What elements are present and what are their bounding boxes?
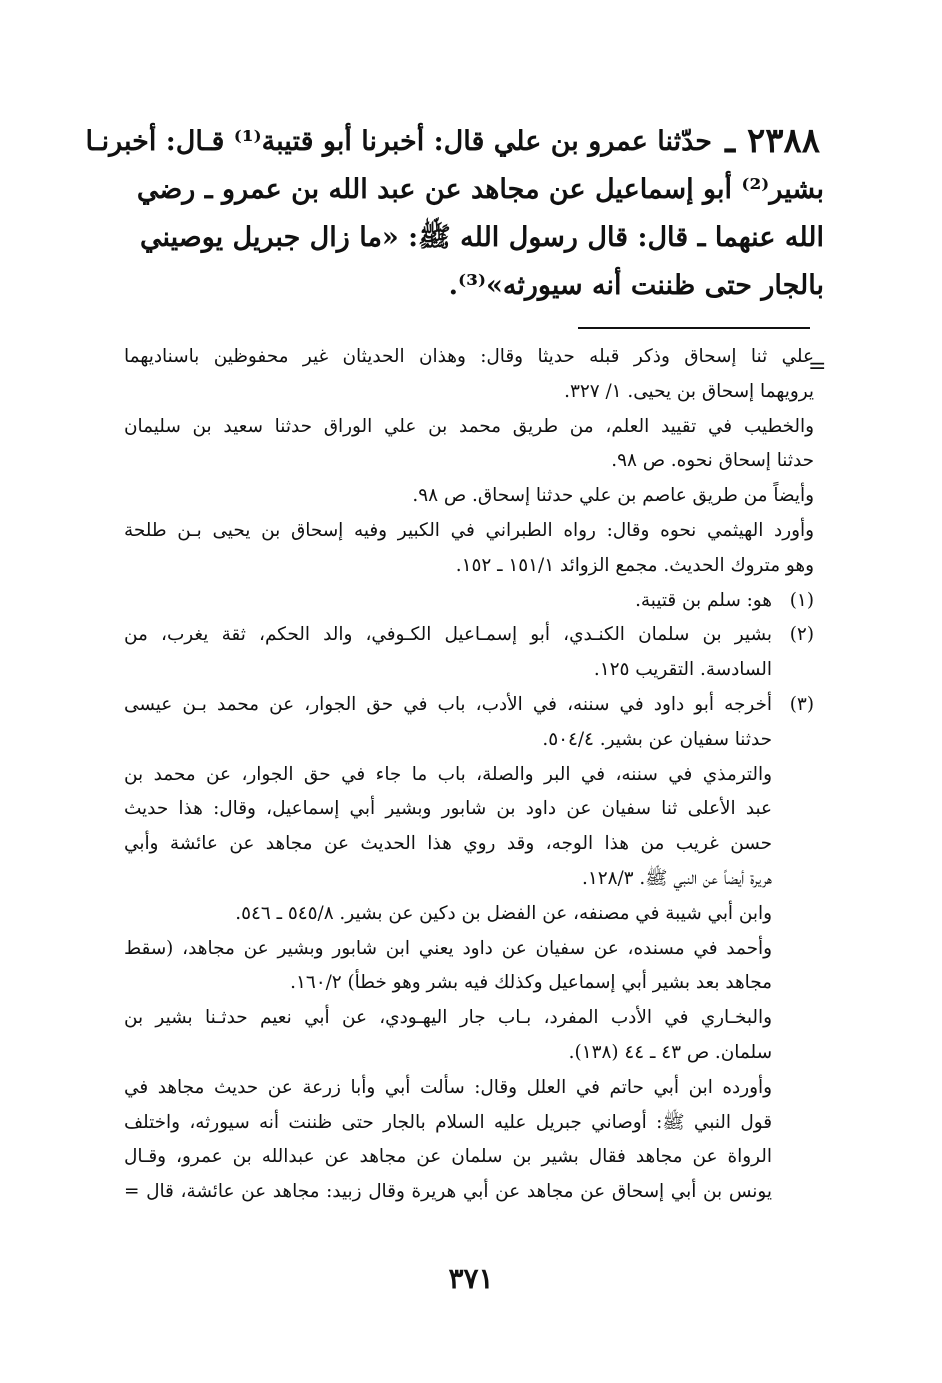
footnote-line — [124, 584, 814, 619]
footnote-line — [124, 1001, 814, 1036]
footnote-text: مجاهد بعد بشير أبي إسماعيل وكذلك فيه بشر وهو خطأ) ١٦٠/٢. — [290, 972, 772, 994]
footnote-number: (٢) — [789, 624, 814, 646]
footnote-text: السادسة. التقريب ١٢٥. — [593, 659, 772, 681]
footnote-line — [124, 862, 814, 897]
hadith-line-text: حدّثنا عمرو بن علي قال: أخبرنا أبو قتيبة⁽¹⁾ قـال: أخبرنـا — [85, 126, 712, 157]
footnote-line — [124, 932, 814, 967]
footnote-text: يرويهما إسحاق بن يحيى. ١/ ٣٢٧. — [564, 380, 814, 402]
footnote-text: هريرة أيضاً عن النبي ﷺ. ١٢٨/٣. — [581, 867, 772, 889]
footnote-line — [124, 410, 814, 445]
footnote-line — [124, 653, 814, 688]
hadith-line: بالجار حتى ظننت أنه سيورثه»⁽³⁾. — [448, 270, 824, 301]
footnote-line — [124, 444, 814, 479]
footnote-line — [124, 1140, 814, 1175]
hadith-line: بشير⁽²⁾ أبو إسماعيل عن مجاهد عن عبد الله بن عمرو ـ رضي — [136, 174, 824, 205]
footnote-number: (١) — [789, 589, 814, 611]
footnote-line — [124, 549, 814, 584]
footnote-line — [124, 1071, 814, 1106]
hadith-line — [85, 118, 824, 166]
footnote-text: علي ثنا إسحاق وذكر قبله حديثا وقال: وهذان الحديثان غير محفوظين باسناديهما — [124, 346, 814, 367]
footnote-text: يونس بن أبي إسحاق عن مجاهد عن أبي هريرة وقال زبيد: مجاهد عن عائشة، قال = — [124, 1181, 772, 1203]
footnote-text: وأيضاً من طريق عاصم بن علي حدثنا إسحاق. ص ٩٨. — [412, 485, 814, 507]
hadith-line: الله عنهما ـ قال: قال رسول الله ﷺ: «ما زال جبريل يوصيني — [139, 222, 824, 253]
footnote-text: الرواة عن مجاهد فقال بشير بن سلمان عن مجاهد عن عبدالله بن عمرو، وقـال — [124, 1146, 772, 1168]
footnote-text: وهو متروك الحديث. مجمع الزوائد ١٥١/١ ـ ١٥٢. — [455, 554, 814, 576]
footnote-text: قول النبي ﷺ: أوصاني جبريل عليه السلام بالجار حتى ظننت أنه سيورثه، واختلف — [124, 1111, 772, 1133]
footnote-line — [124, 827, 814, 862]
footnote-text: حدثنا سفيان عن بشير. ٥٠٤/٤. — [542, 728, 772, 750]
footnote-line — [124, 618, 814, 653]
footnote-line — [124, 1175, 814, 1210]
footnote-line — [124, 375, 814, 410]
footnote-text: عبد الأعلى ثنا سفيان عن داود بن شابور وبشير أبي إسماعيل، وقال: هذا حديث — [124, 798, 772, 820]
footnotes — [124, 340, 814, 1210]
continuation-mark: = — [808, 354, 827, 379]
footnote-separator-rule — [578, 327, 810, 329]
footnote-line — [124, 758, 814, 793]
footnote-line — [124, 966, 814, 1001]
footnote-text: سلمان. ص ٤٣ ـ ٤٤ (١٣٨). — [568, 1041, 772, 1063]
footnote-text: وأورد الهيثمي نحوه وقال: رواه الطبراني في الكبير وفيه إسحاق بن يحيى بـن طلحة — [124, 519, 814, 541]
footnote-line — [124, 340, 814, 375]
footnote-text: بشير بن سلمان الكنـدي، أبو إسمـاعيل الكـوفي، والد الحكم، ثقة يغرب، من — [124, 624, 772, 646]
footnote-text: حدثنا إسحاق نحوه. ص ٩٨. — [611, 450, 814, 472]
footnote-line — [124, 688, 814, 723]
footnote-line — [124, 897, 814, 932]
hadith-text — [85, 118, 824, 310]
footnote-line — [124, 514, 814, 549]
footnote-text: وابن أبي شيبة في مصنفه، عن الفضل بن دكين عن بشير. ٥٤٥/٨ ـ ٥٤٦. — [235, 902, 772, 924]
footnote-text: حسن غريب من هذا الوجه، وقد روي هذا الحديث عن مجاهد عن عائشة وأبي — [124, 833, 772, 855]
footnote-text: وأحمد في مسنده، عن سفيان عن داود يعني ابن شابور وبشير عن مجاهد، (سقط — [124, 937, 772, 959]
footnote-line — [124, 723, 814, 758]
footnote-text: والترمذي في سننه، في البر والصلة، باب ما جاء في حق الجوار، عن محمد بن — [124, 763, 772, 785]
footnote-line — [124, 1036, 814, 1071]
footnote-line — [124, 1106, 814, 1141]
footnote-number: (٣) — [789, 693, 814, 715]
footnote-text: وأورده ابن أبي حاتم في العلل وقال: سألت أبي وأبا زرعة عن حديث مجاهد في — [124, 1076, 772, 1098]
footnote-text: أخرجه أبو داود في سننه، في الأدب، باب في حق الجوار، عن محمد بـن عيسى — [124, 693, 772, 715]
hadith-number: ٢٣٨٨ ـ — [725, 121, 820, 161]
footnote-text: والبخـاري في الأدب المفرد، بـاب جار اليهـودي، عن أبي نعيم حدثـنا بشير بن — [124, 1007, 772, 1029]
footnote-line — [124, 792, 814, 827]
page-number: ٣٧١ — [448, 1262, 494, 1295]
footnote-text: والخطيب في تقييد العلم، من طريق محمد بن علي الوراق حدثنا سعيد بن سليمان — [124, 415, 814, 437]
footnote-line — [124, 479, 814, 514]
footnote-text: هو: سلم بن قتيبة. — [635, 589, 772, 611]
